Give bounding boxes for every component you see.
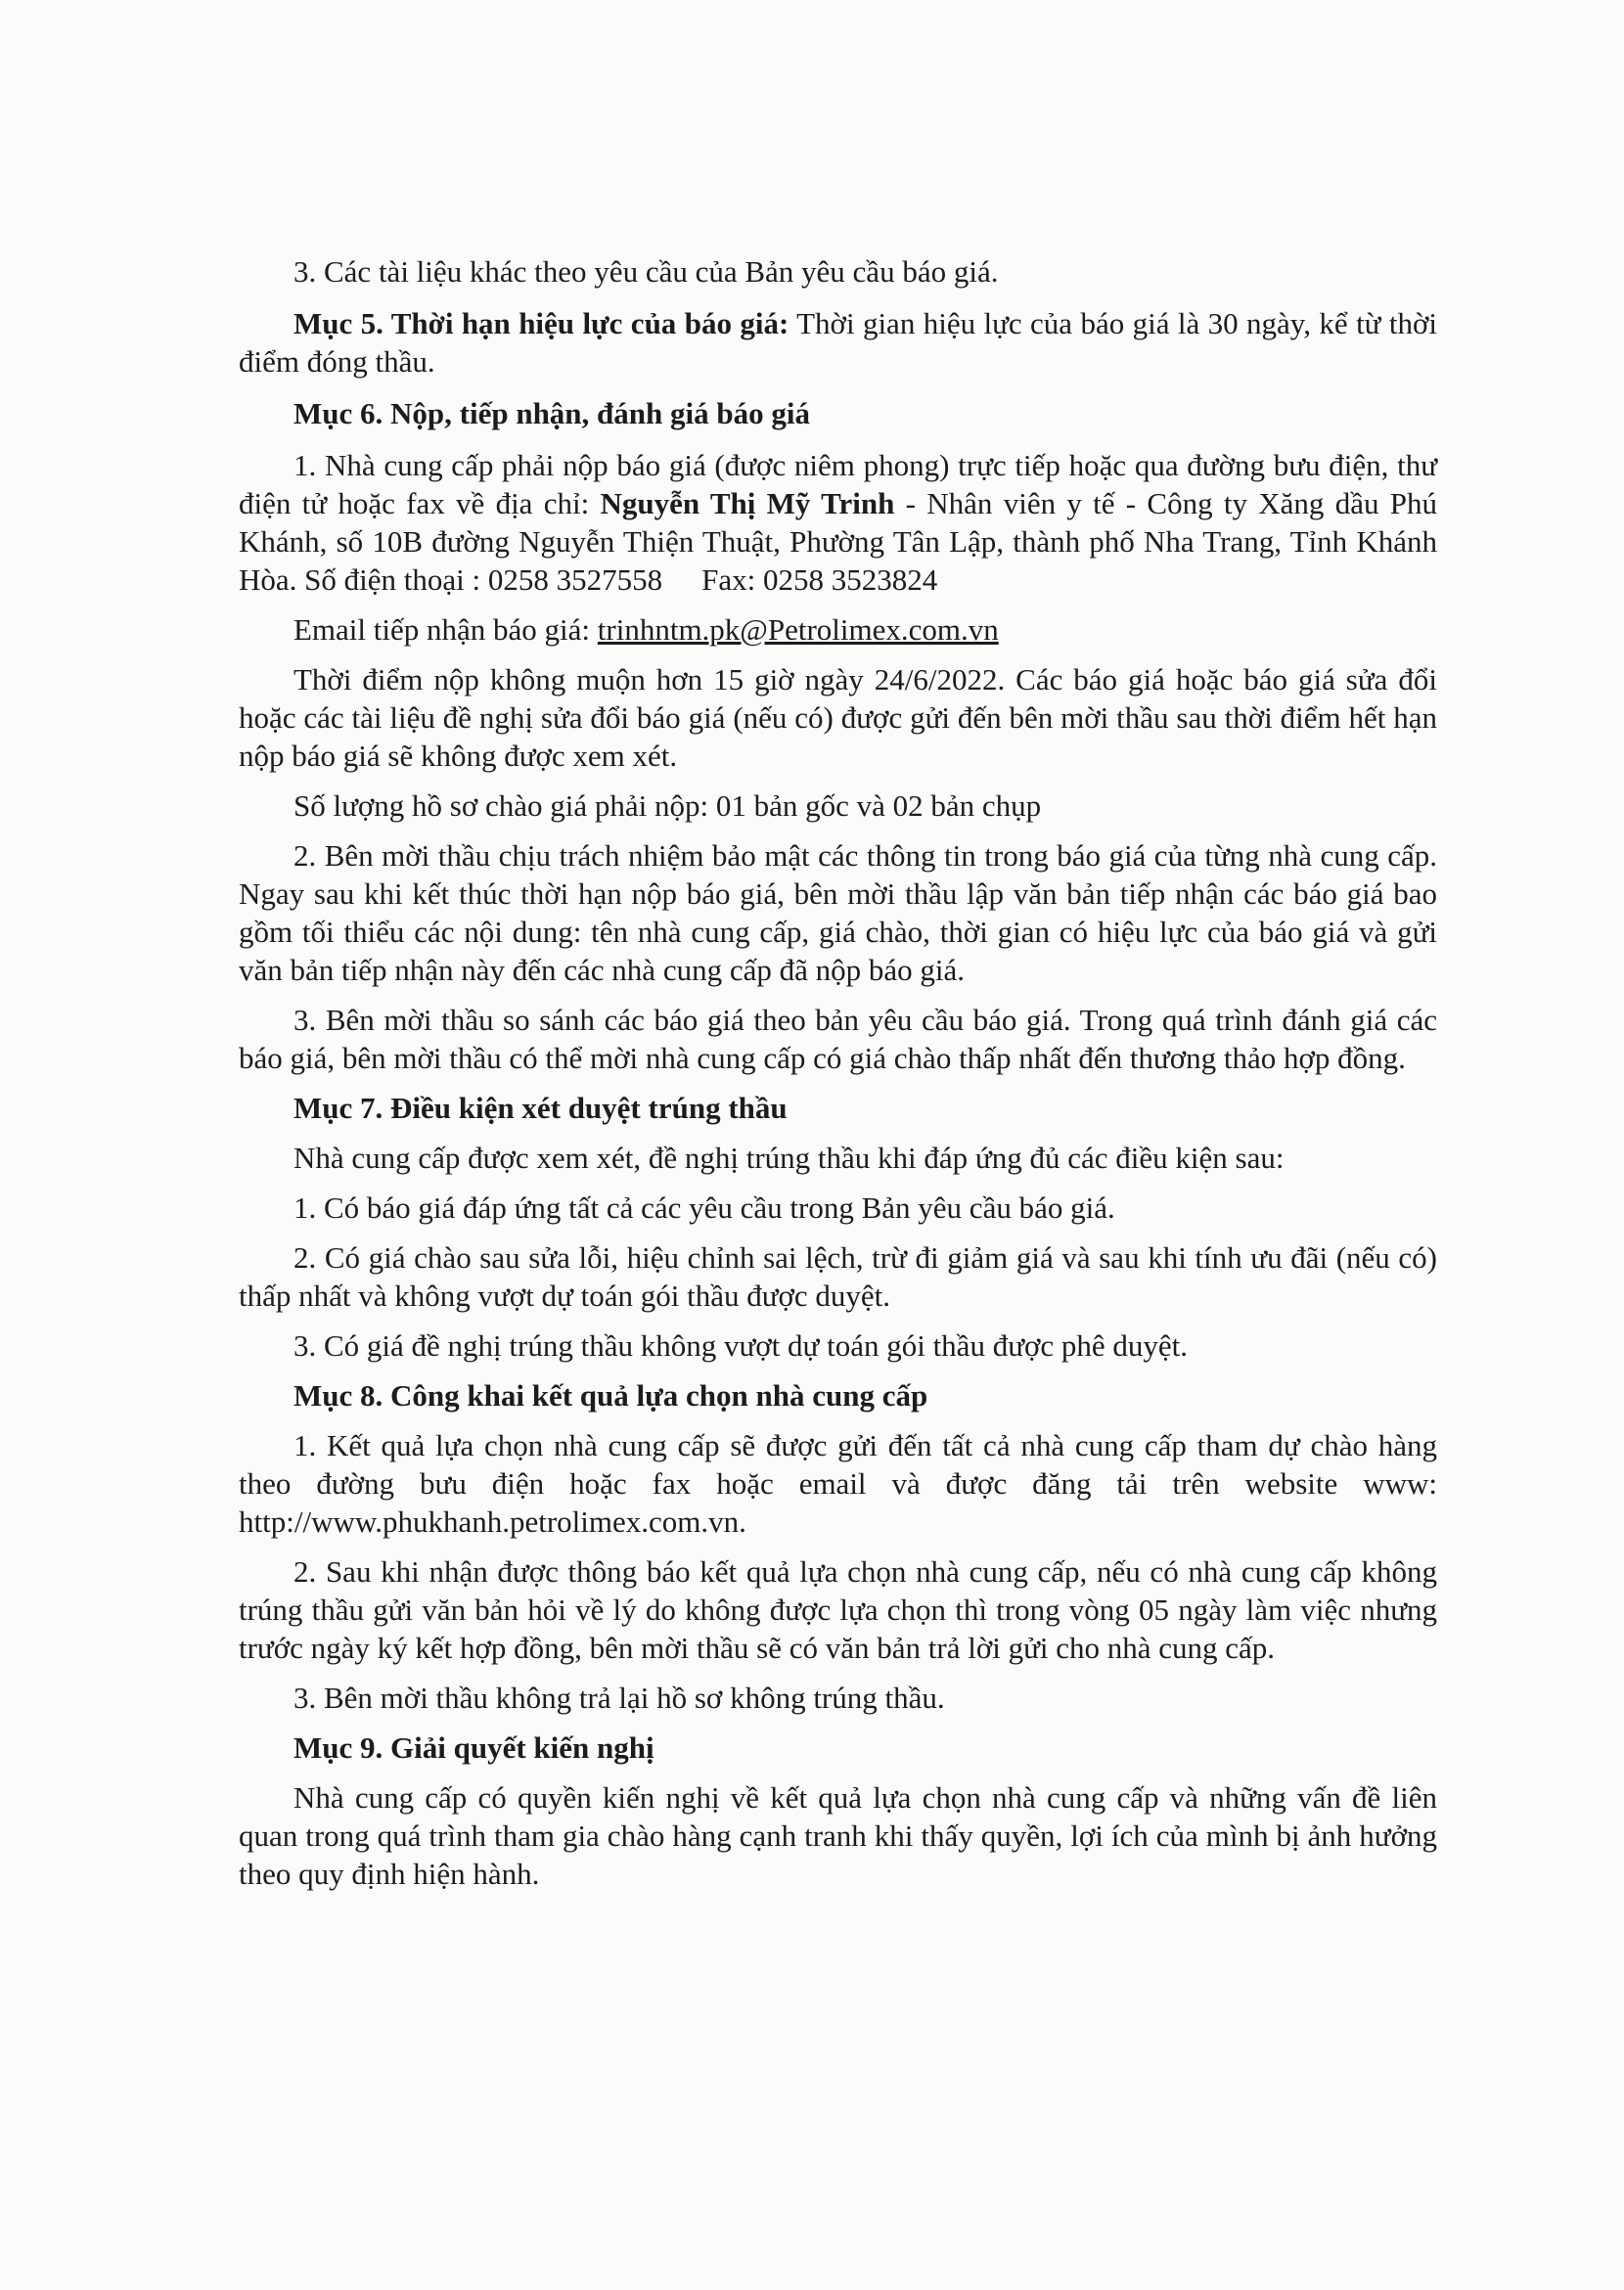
section-5-body: Thời gian hiệu lực của báo giá là 30 ngày, kể từ thời điểm đóng thầu. (239, 306, 1437, 379)
section-8-item-2: 2. Sau khi nhận được thông báo kết quả lựa chọn nhà cung cấp, nếu có nhà cung cấp không trúng thầu gửi văn bản hỏi về lý do không được lựa chọn thì trong vòng 05 ngày làm việc nhưng trước ngày ký kết hợp đồng, bên mời thầu sẽ có văn bản trả lời gửi cho nhà cung cấp. (239, 1554, 1437, 1665)
section-7-condition-1: 1. Có báo giá đáp ứng tất cả các yêu cầu trong Bản yêu cầu báo giá. (293, 1190, 1115, 1225)
section-9-title: Mục 9. Giải quyết kiến nghị (293, 1730, 654, 1765)
email-link[interactable]: trinhntm.pk@Petrolimex.com.vn (597, 612, 999, 647)
section-6-item-3: 3. Bên mời thầu so sánh các báo giá theo bản yêu cầu báo giá. Trong quá trình đánh giá các báo giá, bên mời thầu có thể mời nhà cung cấp có giá chào thấp nhất đến thương thảo hợp đồng. (239, 1003, 1437, 1075)
section-7-condition-3: 3. Có giá đề nghị trúng thầu không vượt dự toán gói thầu được phê duyệt. (293, 1328, 1189, 1363)
contact-name: Nguyễn Thị Mỹ Trinh (600, 486, 895, 520)
section-5-paragraph (239, 304, 1437, 381)
document-body (239, 252, 1437, 1893)
email-line (239, 610, 1437, 649)
section-7-intro: Nhà cung cấp được xem xét, đề nghị trúng thầu khi đáp ứng đủ các điều kiện sau: (293, 1141, 1285, 1175)
submission-deadline: Thời điểm nộp không muộn hơn 15 giờ ngày 24/6/2022. Các báo giá hoặc báo giá sửa đổi hoặc các tài liệu đề nghị sửa đổi báo giá (nếu có) được gửi đến bên mời thầu sau thời điểm hết hạn nộp báo giá sẽ không được xem xét. (239, 662, 1437, 773)
email-label: Email tiếp nhận báo giá: (293, 612, 598, 647)
section-6-item-2: 2. Bên mời thầu chịu trách nhiệm bảo mật các thông tin trong báo giá của từng nhà cung cấp. Ngay sau khi kết thúc thời hạn nộp báo giá, bên mời thầu lập văn bản tiếp nhận các báo giá bao gồm tối thiểu các nội dung: tên nhà cung cấp, giá chào, thời gian có hiệu lực của báo giá và gửi văn bản tiếp nhận này đến các nhà cung cấp đã nộp báo giá. (239, 838, 1437, 987)
copies-required: Số lượng hồ sơ chào giá phải nộp: 01 bản gốc và 02 bản chụp (293, 788, 1042, 823)
section-7-title: Mục 7. Điều kiện xét duyệt trúng thầu (293, 1091, 788, 1125)
section-6-item-1-end: - Nhân viên y tế - Công ty Xăng dầu Phú Khánh, số 10B đường Nguyễn Thiện Thuật, Phường Tân Lập, thành phố Nha Trang, Tỉnh Khánh Hòa. Số điện thoại : 0258 3527558 (239, 486, 1437, 597)
item-3-other-documents: 3. Các tài liệu khác theo yêu cầu của Bản yêu cầu báo giá. (293, 254, 999, 289)
section-8-item-3: 3. Bên mời thầu không trả lại hồ sơ không trúng thầu. (293, 1681, 945, 1715)
section-5-title: Mục 5. Thời hạn hiệu lực của báo giá: (293, 306, 789, 340)
fax-number: Fax: 0258 3523824 (701, 562, 938, 597)
section-8-title: Mục 8. Công khai kết quả lựa chọn nhà cung cấp (293, 1378, 928, 1413)
section-7-condition-2: 2. Có giá chào sau sửa lỗi, hiệu chỉnh sai lệch, trừ đi giảm giá và sau khi tính ưu đãi (nếu có) thấp nhất và không vượt dự toán gói thầu được duyệt. (239, 1240, 1437, 1313)
section-6-title: Mục 6. Nộp, tiếp nhận, đánh giá báo giá (293, 396, 810, 430)
section-6-item-1 (239, 446, 1437, 599)
section-6-item-1-start: 1. Nhà cung cấp phải nộp báo giá (được niêm phong) trực tiếp hoặc qua đường bưu điện, thư điện tử hoặc fax về địa chỉ: (239, 448, 1437, 520)
section-8-item-1: 1. Kết quả lựa chọn nhà cung cấp sẽ được gửi đến tất cả nhà cung cấp tham dự chào hàng theo đường bưu điện hoặc fax hoặc email và được đăng tải trên website www: http://www.phukhanh.petrolimex.com.vn. (239, 1428, 1437, 1539)
section-9-paragraph: Nhà cung cấp có quyền kiến nghị về kết quả lựa chọn nhà cung cấp và những vấn đề liên quan trong quá trình tham gia chào hàng cạnh tranh khi thấy quyền, lợi ích của mình bị ảnh hưởng theo quy định hiện hành. (239, 1780, 1437, 1891)
